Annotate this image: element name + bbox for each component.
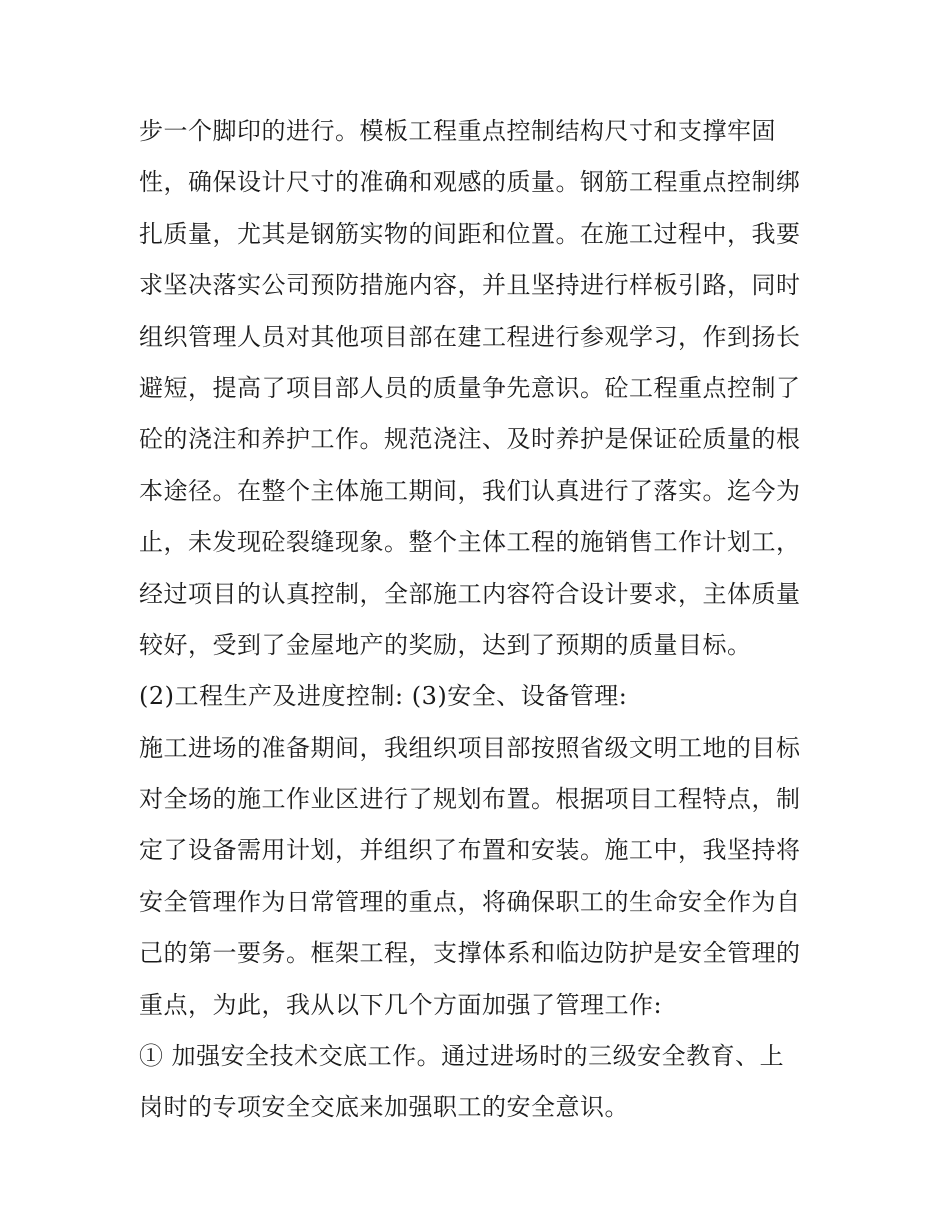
text-line: 己的第一要务。框架工程，支撑体系和临边防护是安全管理的: [139, 939, 801, 968]
text-line: 安全管理作为日常管理的重点，将确保职工的生命安全作为自: [139, 887, 801, 916]
list-item-line: 岗时的专项安全交底来加强职工的安全意识。: [139, 1093, 629, 1122]
text-line: 组织管理人员对其他项目部在建工程进行参观学习，作到扬长: [139, 322, 801, 351]
text-line: 步一个脚印的进行。模板工程重点控制结构尺寸和支撑牢固: [139, 117, 776, 145]
text-line: 定了设备需用计划，并组织了布置和安装。施工中，我坚持将: [139, 836, 801, 865]
text-line: 避短，提高了项目部人员的质量争先意识。砼工程重点控制了: [139, 373, 801, 402]
text-line: 止，未发现砼裂缝现象。整个主体工程的施销售工作计划工，: [139, 528, 801, 557]
text-line: 经过项目的认真控制，全部施工内容符合设计要求，主体质量: [139, 579, 801, 608]
body-text: [139, 106, 819, 1134]
section-heading-line: (2)工程生产及进度控制: (3)安全、设备管理:: [139, 682, 628, 711]
text-line: 较好，受到了金屋地产的奖励，达到了预期的质量目标。: [139, 630, 752, 659]
text-line: 施工进场的准备期间，我组织项目部按照省级文明工地的目标: [139, 733, 801, 762]
text-line: 性，确保设计尺寸的准确和观感的质量。钢筋工程重点控制绑: [139, 168, 801, 197]
text-line: 扎质量，尤其是钢筋实物的间距和位置。在施工过程中，我要: [139, 219, 801, 248]
text-line: 砼的浇注和养护工作。规范浇注、及时养护是保证砼质量的根: [139, 425, 801, 454]
text-line: 对全场的施工作业区进行了规划布置。根据项目工程特点，制: [139, 785, 801, 814]
text-line: 本途径。在整个主体施工期间，我们认真进行了落实。迄今为: [139, 476, 801, 505]
text-line: 重点，为此，我从以下几个方面加强了管理工作:: [139, 990, 663, 1019]
list-item-line: ① 加强安全技术交底工作。通过进场时的三级安全教育、上: [139, 1042, 785, 1071]
text-line: 求坚决落实公司预防措施内容，并且坚持进行样板引路，同时: [139, 271, 801, 300]
